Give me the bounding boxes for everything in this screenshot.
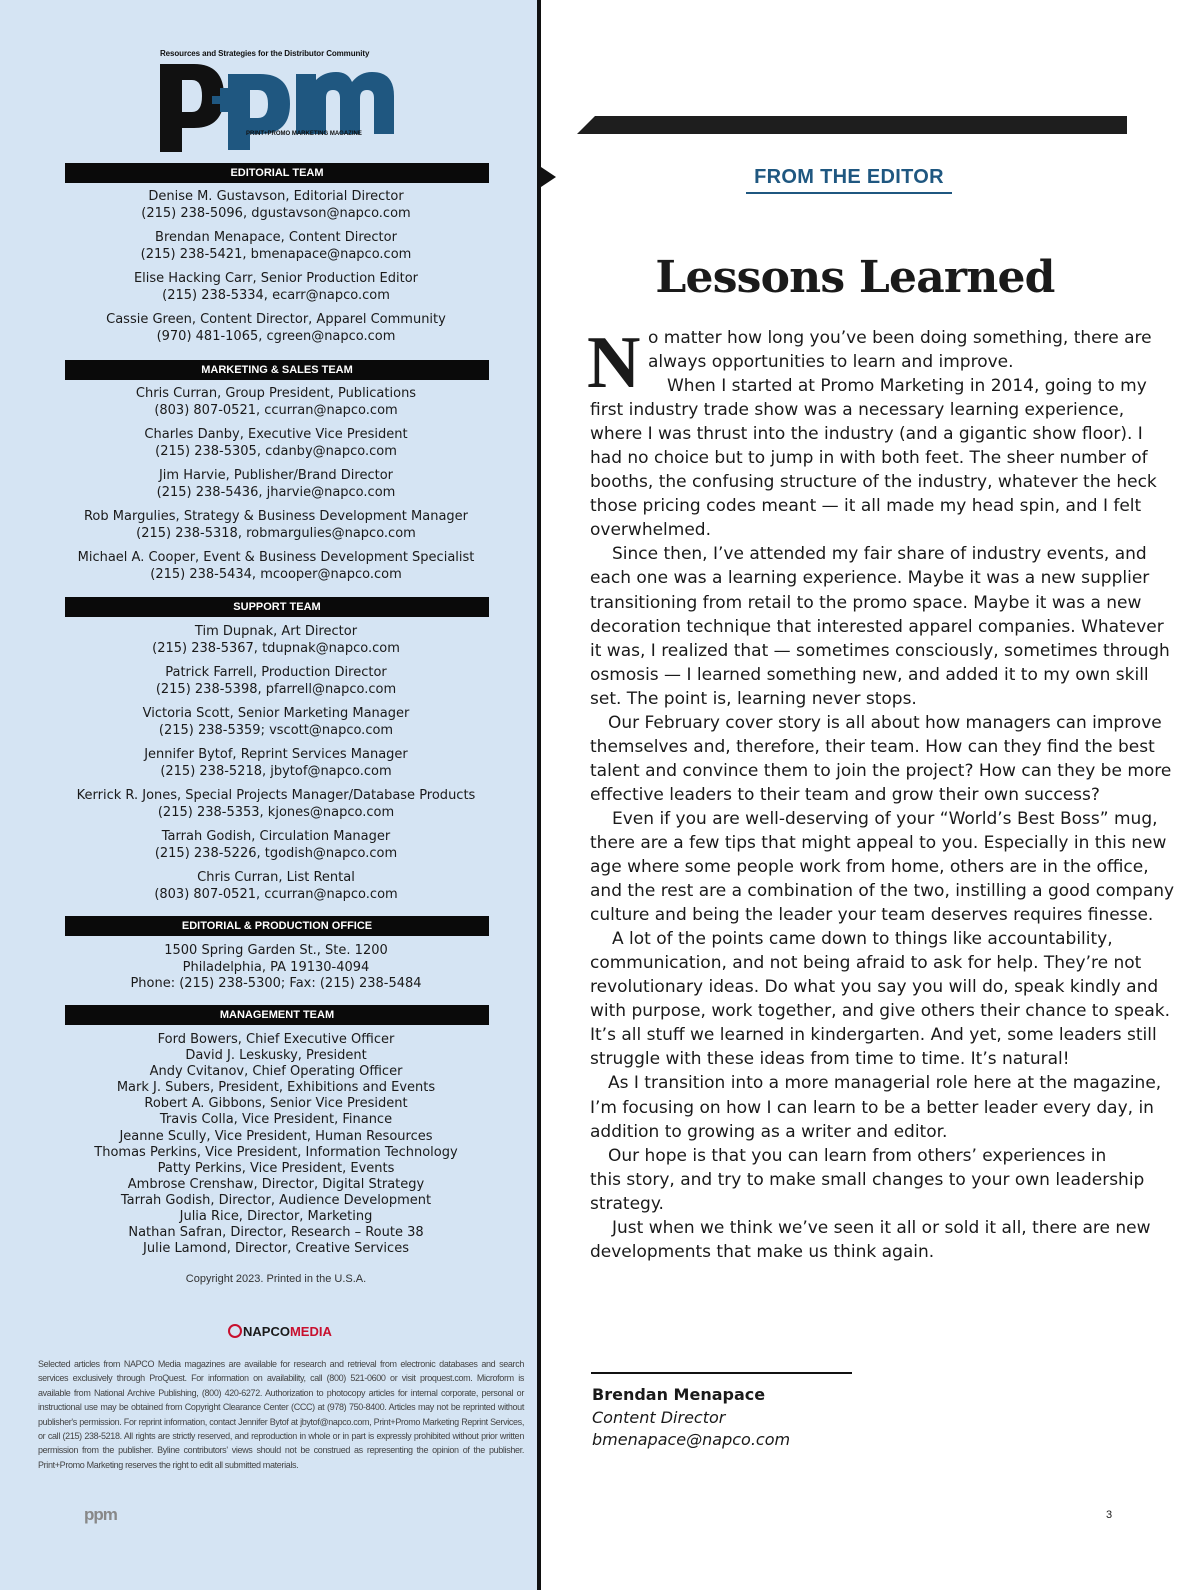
article-headline: Lessons Learned: [655, 252, 1055, 303]
staff-name: Michael A. Cooper, Event & Business Development Specialist: [77, 550, 475, 565]
staff-entry: [0, 747, 552, 780]
body-line: age where some people work from home, others are in the office,: [590, 857, 1149, 878]
body-line: transitioning from retail to the promo space. Maybe it was a new: [590, 592, 1142, 613]
body-line: talent and convince them to join the project? How can they be more: [590, 760, 1172, 781]
staff-name: Tarrah Godish, Circulation Manager: [161, 829, 391, 844]
body-line: each one was a learning experience. Maybe it was a new supplier: [590, 568, 1150, 589]
napco-media-logo: [228, 1324, 332, 1339]
staff-entry: [0, 312, 552, 345]
staff-contact: (215) 238-5226, tgodish@napco.com: [154, 845, 398, 861]
address-line: Philadelphia, PA 19130-4094: [182, 959, 370, 975]
body-line: As I transition into a more managerial role here at the magazine,: [608, 1073, 1162, 1094]
staff-contact: (215) 238-5398, pfarrell@napco.com: [155, 681, 397, 697]
staff-name: Jim Harvie, Publisher/Brand Director: [158, 468, 394, 483]
body-line: themselves and, therefore, their team. How can they find the best: [590, 736, 1155, 757]
staff-name: Tim Dupnak, Art Director: [194, 624, 358, 639]
staff-contact: (215) 238-5436, jharvie@napco.com: [156, 484, 396, 500]
section-heading-editorial: EDITORIAL TEAM: [65, 163, 489, 183]
staff-entry: [0, 468, 552, 501]
management-entry: Mark J. Subers, President, Exhibitions and Events: [116, 1080, 436, 1096]
author-email[interactable]: bmenapace@napco.com: [592, 1430, 791, 1449]
signature-rule: [591, 1372, 852, 1374]
body-line: always opportunities to learn and improve.: [648, 352, 1014, 373]
masthead-tagline: Resources and Strategies for the Distributor Community: [160, 49, 370, 58]
body-line: with purpose, work together, and give others their chance to speak.: [590, 1001, 1171, 1022]
body-line: had no choice but to jump in with both feet. The sheer number of: [590, 448, 1148, 469]
body-line: it was, I realized that — sometimes consciously, sometimes through: [590, 640, 1170, 661]
staff-name: Rob Margulies, Strategy & Business Development Manager: [83, 509, 469, 524]
copyright-notice: Copyright 2023. Printed in the U.S.A.: [185, 1273, 367, 1285]
staff-entry: [0, 706, 552, 739]
body-line: set. The point is, learning never stops.: [590, 688, 917, 709]
page-number: 3: [1106, 1509, 1113, 1521]
staff-contact: (803) 807-0521, ccurran@napco.com: [154, 402, 398, 418]
body-line: When I started at Promo Marketing in 2014, going to my: [667, 376, 1147, 397]
legal-fineprint: Selected articles from NAPCO Media magazines are available for research and retrieval from electronic databases and search services exclusively through ProQuest. For information on availability, call (800) 521-0600 or visit proquest.com. Microform is available from National Archive Publishing, (800) 420-6272. Authorization to photocopy articles for internal corporate, personal or instructional use may be obtained from Copyright Clearance Center (CCC) at (978) 750-8400. Articles may not be reprinted without publisher's permission. For reprint information, contact Jennifer Bytof at jbytof@napco.com, Print+Promo Marketing Reprint Services, or call (215) 238-5218. All rights are strictly reserved, and reproduction in whole or in part is expressly prohibited without prior written permission from the publisher. Byline contributors' views should not be construed as representing the opinion of the publisher. Print+Promo Marketing reserves the right to edit all submitted materials.: [38, 1359, 524, 1470]
article-body: [590, 326, 1174, 1264]
napco-ring-icon: [228, 1324, 242, 1338]
management-list: [0, 1032, 552, 1257]
staff-entry: [0, 870, 552, 903]
staff-contact: (215) 238-5218, jbytof@napco.com: [160, 763, 392, 779]
body-line: It’s all stuff we learned in kindergarten. And yet, some leaders still: [590, 1025, 1157, 1046]
management-entry: Nathan Safran, Director, Research – Route 38: [128, 1225, 424, 1241]
staff-contact: (215) 238-5334, ecarr@napco.com: [162, 287, 390, 303]
editorial-team-list: [0, 189, 552, 353]
section-heading-office: EDITORIAL & PRODUCTION OFFICE: [65, 916, 489, 936]
body-line: booths, the confusing structure of the industry, whatever the heck: [590, 472, 1157, 493]
body-line: Just when we think we’ve seen it all or sold it all, there are new: [612, 1217, 1151, 1238]
staff-entry: [0, 427, 552, 460]
management-entry: Thomas Perkins, Vice President, Information Technology: [94, 1144, 458, 1160]
staff-name: Charles Danby, Executive Vice President: [144, 427, 408, 442]
body-line: first industry trade show was a necessary learning experience,: [590, 400, 1125, 421]
management-entry: Robert A. Gibbons, Senior Vice President: [144, 1096, 408, 1112]
napco-logo-part2: MEDIA: [289, 1324, 332, 1339]
staff-contact: (215) 238-5359; vscott@napco.com: [158, 722, 394, 738]
body-line: there are a few tips that might appeal to you. Especially in this new: [590, 832, 1167, 853]
management-entry: Patty Perkins, Vice President, Events: [157, 1160, 395, 1176]
management-entry: Andy Cvitanov, Chief Operating Officer: [149, 1064, 403, 1080]
phone-fax-line: Phone: (215) 238-5300; Fax: (215) 238-5484: [130, 976, 422, 991]
napco-logo-part1: NAPCO: [243, 1324, 290, 1339]
staff-contact: (215) 238-5421, bmenapace@napco.com: [140, 246, 412, 262]
staff-contact: (215) 238-5318, robmargulies@napco.com: [136, 525, 416, 541]
author-title: Content Director: [592, 1408, 726, 1427]
body-line: Our February cover story is all about how managers can improve: [608, 712, 1162, 733]
staff-name: Patrick Farrell, Production Director: [165, 665, 387, 680]
section-heading-marketing: MARKETING & SALES TEAM: [65, 360, 489, 380]
header-rule-bar: [577, 116, 1127, 134]
body-line: decoration technique that interested apparel companies. Whatever: [590, 616, 1164, 637]
body-line: A lot of the points came down to things like accountability,: [612, 929, 1113, 950]
staff-name: Brendan Menapace, Content Director: [155, 230, 397, 245]
logo-subtitle: PRINT+PROMO MARKETING MAGAZINE: [246, 131, 362, 137]
management-entry: Ford Bowers, Chief Executive Officer: [157, 1032, 395, 1047]
body-line: I’m focusing on how I can learn to be a better leader every day, in: [590, 1097, 1154, 1118]
body-line: strategy.: [590, 1193, 664, 1214]
section-kicker: FROM THE EDITOR: [754, 166, 944, 188]
body-line: Since then, I’ve attended my fair share of industry events, and: [612, 544, 1147, 565]
drop-cap: N: [587, 322, 641, 404]
staff-contact: (803) 807-0521, ccurran@napco.com: [154, 886, 398, 902]
management-entry: Ambrose Crenshaw, Director, Digital Strategy: [127, 1176, 425, 1192]
staff-entry: [0, 271, 552, 304]
staff-entry: [0, 189, 552, 222]
staff-name: Cassie Green, Content Director, Apparel Community: [106, 312, 446, 327]
management-entry: Julia Rice, Director, Marketing: [179, 1209, 373, 1225]
staff-name: Victoria Scott, Senior Marketing Manager: [142, 706, 410, 721]
body-line: culture and being the leader your team deserves requires finesse.: [590, 905, 1154, 926]
body-line: effective leaders to their team and grow their own success?: [590, 784, 1100, 805]
staff-entry: [0, 665, 552, 698]
kicker-underline: [746, 192, 952, 194]
ppm-logo: [156, 58, 398, 154]
divider-arrow-icon: [541, 167, 556, 187]
office-address: [0, 943, 552, 993]
footer-ppm-logo: ppm: [84, 1505, 117, 1524]
staff-contact: (215) 238-5305, cdanby@napco.com: [155, 443, 397, 459]
staff-entry: [0, 230, 552, 263]
staff-entry: [0, 829, 552, 862]
body-line: addition to growing as a writer and editor.: [590, 1121, 948, 1142]
management-entry: Travis Colla, Vice President, Finance: [159, 1112, 393, 1128]
address-line: 1500 Spring Garden St., Ste. 1200: [164, 943, 388, 958]
body-line: Our hope is that you can learn from others’ experiences in: [608, 1145, 1107, 1166]
body-line: o matter how long you’ve been doing something, there are: [648, 328, 1152, 348]
staff-contact: (215) 238-5353, kjones@napco.com: [157, 804, 395, 820]
management-entry: Julie Lamond, Director, Creative Services: [143, 1241, 409, 1257]
body-line: communication, and not being afraid to ask for help. They’re not: [590, 953, 1142, 974]
body-line: osmosis — I learned something new, and added it to my own skill: [590, 664, 1149, 685]
body-line: struggle with these ideas from time to time. It’s natural!: [590, 1049, 1070, 1070]
staff-entry: [0, 509, 552, 542]
staff-contact: (215) 238-5096, dgustavson@napco.com: [141, 205, 411, 221]
body-line: developments that make us think again.: [590, 1241, 935, 1262]
staff-name: Elise Hacking Carr, Senior Production Editor: [133, 271, 419, 286]
staff-name: Denise M. Gustavson, Editorial Director: [148, 189, 404, 204]
staff-contact: (215) 238-5434, mcooper@napco.com: [150, 566, 402, 582]
body-line: and the rest are a combination of the two, instilling a good company: [590, 881, 1175, 902]
body-line: where I was thrust into the industry (and a gigantic show floor). I: [590, 424, 1143, 445]
marketing-team-list: [0, 386, 552, 591]
section-heading-support: SUPPORT TEAM: [65, 597, 489, 617]
management-entry: Tarrah Godish, Director, Audience Development: [120, 1192, 432, 1208]
staff-contact: (215) 238-5367, tdupnak@napco.com: [152, 640, 400, 656]
management-entry: Jeanne Scully, Vice President, Human Resources: [119, 1128, 433, 1144]
staff-entry: [0, 386, 552, 419]
body-line: those pricing codes meant — it all made my head spin, and I felt: [590, 496, 1142, 517]
management-entry: David J. Leskusky, President: [185, 1048, 367, 1064]
support-team-list: [0, 624, 552, 911]
staff-entry: [0, 624, 552, 657]
body-line: overwhelmed.: [590, 520, 711, 541]
section-heading-management: MANAGEMENT TEAM: [65, 1005, 489, 1025]
staff-name: Jennifer Bytof, Reprint Services Manager: [144, 747, 408, 762]
staff-entry: [0, 788, 552, 821]
body-line: revolutionary ideas. Do what you say you will do, speak kindly and: [590, 977, 1159, 998]
body-line: this story, and try to make small changes to your own leadership: [590, 1169, 1145, 1190]
staff-contact: (970) 481-1065, cgreen@napco.com: [156, 328, 396, 344]
author-name: Brendan Menapace: [592, 1385, 766, 1404]
body-line: Even if you are well-deserving of your “World’s Best Boss” mug,: [612, 808, 1158, 829]
staff-name: Chris Curran, Group President, Publications: [135, 386, 417, 401]
staff-entry: [0, 550, 552, 583]
staff-name: Chris Curran, List Rental: [197, 870, 355, 885]
staff-name: Kerrick R. Jones, Special Projects Manager/Database Products: [76, 788, 476, 803]
